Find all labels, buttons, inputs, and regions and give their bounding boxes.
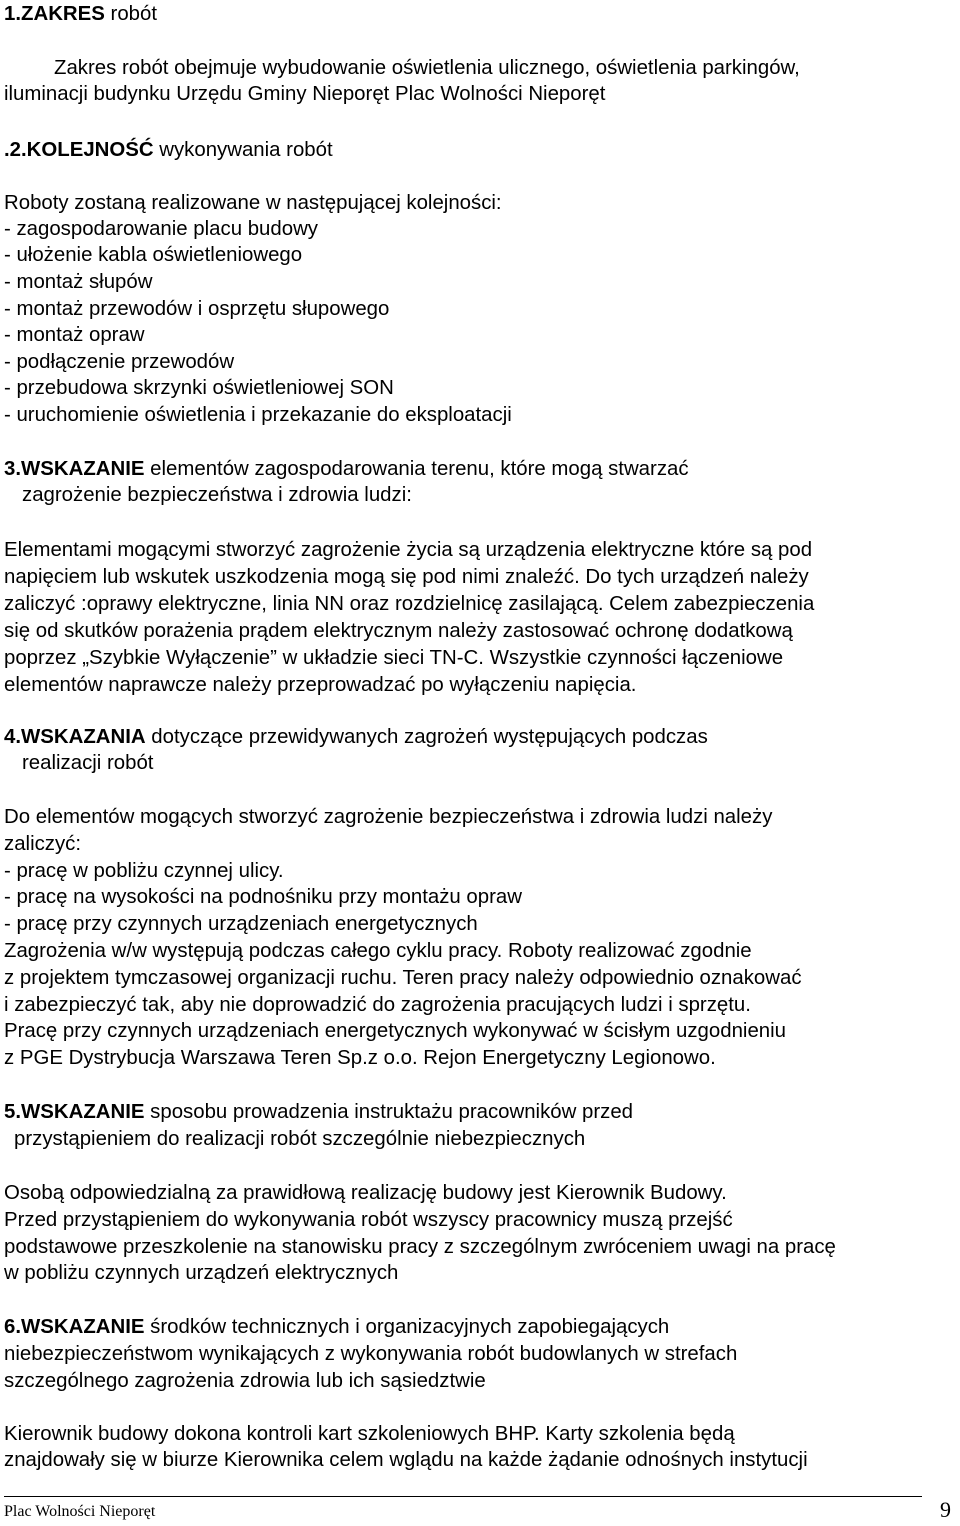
list-item: - ułożenie kabla oświetleniowego xyxy=(4,244,303,266)
paragraph-line: w pobliżu czynnych urządzeń elektrycznych xyxy=(4,1262,399,1284)
paragraph-line: niebezpieczeństwom wynikających z wykonywania robót budowlanych w strefach xyxy=(4,1343,738,1365)
section-5-title-rest: sposobu prowadzenia instruktażu pracowników przed xyxy=(144,1101,634,1123)
paragraph-line: Elementami mogącymi stworzyć zagrożenie życia są urządzenia elektryczne które są pod xyxy=(4,539,813,561)
section-3-heading-cont: zagrożenie bezpieczeństwa i zdrowia ludzi: xyxy=(22,484,412,506)
list-item: - montaż przewodów i osprzętu słupowego xyxy=(4,298,390,320)
list-item: - uruchomienie oświetlenia i przekazanie do eksploatacji xyxy=(4,404,512,426)
section-3-title-rest: elementów zagospodarowania terenu, które mogą stwarzać xyxy=(144,458,689,480)
section-2-title: KOLEJNOŚĆ xyxy=(26,139,154,161)
section-4-number: 4. xyxy=(4,726,22,748)
section-6-heading xyxy=(4,1314,669,1340)
section-4-title-rest: dotyczące przewidywanych zagrożeń występujących podczas xyxy=(145,726,708,748)
paragraph-line: zaliczyć :oprawy elektryczne, linia NN oraz rozdzielnicę zasilającą. Celem zabezpieczenia xyxy=(4,593,815,615)
section-2-number: .2. xyxy=(4,139,27,161)
page-number: 9 xyxy=(940,1497,951,1522)
footer-text: Plac Wolności Nieporęt xyxy=(4,1503,156,1520)
paragraph-line: - pracę przy czynnych urządzeniach energetycznych xyxy=(4,913,478,935)
section-4-heading xyxy=(4,724,708,750)
section-1-title: ZAKRES xyxy=(21,3,105,25)
section-2-heading xyxy=(4,137,333,163)
section-5-heading xyxy=(4,1099,633,1125)
section-1-title-rest: robót xyxy=(104,3,158,25)
paragraph-line: z projektem tymczasowej organizacji ruchu. Teren pracy należy odpowiednio oznakować xyxy=(4,967,802,989)
section-1-text-line-2: iluminacji budynku Urzędu Gminy Nieporęt Plac Wolności Nieporęt xyxy=(4,83,606,105)
section-6-title-rest: środków technicznych i organizacyjnych zapobiegających xyxy=(144,1316,670,1338)
paragraph-line: Kierownik budowy dokona kontroli kart szkoleniowych BHP. Karty szkolenia będą xyxy=(4,1423,735,1445)
paragraph-line: i zabezpieczyć tak, aby nie doprowadzić do zagrożenia pracujących ludzi i sprzętu. xyxy=(4,994,751,1016)
list-item: - montaż opraw xyxy=(4,324,145,346)
section-1-number: 1. xyxy=(4,3,22,25)
section-1-heading xyxy=(4,1,157,27)
footer-rule xyxy=(4,1496,922,1497)
paragraph-line: znajdowały się w biurze Kierownika celem wglądu na każde żądanie odnośnych instytucji xyxy=(4,1449,808,1471)
paragraph-line: elementów naprawcze należy przeprowadzać po wyłączeniu napięcia. xyxy=(4,674,637,696)
section-6-number: 6. xyxy=(4,1316,22,1338)
section-4-heading-cont: realizacji robót xyxy=(22,752,154,774)
paragraph-line: - pracę na wysokości na podnośniku przy montażu opraw xyxy=(4,886,522,908)
paragraph-line: zaliczyć: xyxy=(4,833,82,855)
list-item: - podłączenie przewodów xyxy=(4,351,235,373)
list-item: - przebudowa skrzynki oświetleniowej SON xyxy=(4,377,394,399)
section-6-title: WSKAZANIE xyxy=(21,1316,145,1338)
paragraph-line: Zagrożenia w/w występują podczas całego cyklu pracy. Roboty realizować zgodnie xyxy=(4,940,752,962)
section-3-number: 3. xyxy=(4,458,22,480)
section-5-heading-cont: przystąpieniem do realizacji robót szczególnie niebezpiecznych xyxy=(14,1128,586,1150)
paragraph-line: z PGE Dystrybucja Warszawa Teren Sp.z o.o. Rejon Energetyczny Legionowo. xyxy=(4,1047,716,1069)
paragraph-line: - pracę w pobliżu czynnej ulicy. xyxy=(4,860,284,882)
paragraph-line: napięciem lub wskutek uszkodzenia mogą się pod nimi znaleźć. Do tych urządzeń należy xyxy=(4,566,809,588)
section-3-title: WSKAZANIE xyxy=(21,458,145,480)
paragraph-line: poprzez „Szybkie Wyłączenie” w układzie sieci TN-C. Wszystkie czynności łączeniowe xyxy=(4,647,784,669)
section-1-text-line-1: Zakres robót obejmuje wybudowanie oświetlenia ulicznego, oświetlenia parkingów, xyxy=(54,57,800,79)
section-5-title: WSKAZANIE xyxy=(21,1101,145,1123)
paragraph-line: Przed przystąpieniem do wykonywania robót wszyscy pracownicy muszą przejść xyxy=(4,1209,733,1231)
section-5-number: 5. xyxy=(4,1101,22,1123)
paragraph-line: Do elementów mogących stworzyć zagrożenie bezpieczeństwa i zdrowia ludzi należy xyxy=(4,806,773,828)
paragraph-line: szczególnego zagrożenia zdrowia lub ich sąsiedztwie xyxy=(4,1370,486,1392)
paragraph-line: Osobą odpowiedzialną za prawidłową realizację budowy jest Kierownik Budowy. xyxy=(4,1182,727,1204)
list-item: - zagospodarowanie placu budowy xyxy=(4,218,318,240)
section-2-title-rest: wykonywania robót xyxy=(153,139,333,161)
paragraph-line: się od skutków porażenia prądem elektrycznym należy zastosować ochronę dodatkową xyxy=(4,620,793,642)
paragraph-line: Pracę przy czynnych urządzeniach energetycznych wykonywać w ścisłym uzgodnieniu xyxy=(4,1020,786,1042)
section-3-heading xyxy=(4,456,689,482)
list-item: - montaż słupów xyxy=(4,271,153,293)
section-4-title: WSKAZANIA xyxy=(21,726,146,748)
paragraph-line: podstawowe przeszkolenie na stanowisku pracy z szczególnym zwróceniem uwagi na pracę xyxy=(4,1236,836,1258)
section-2-intro: Roboty zostaną realizowane w następującej kolejności: xyxy=(4,192,502,214)
